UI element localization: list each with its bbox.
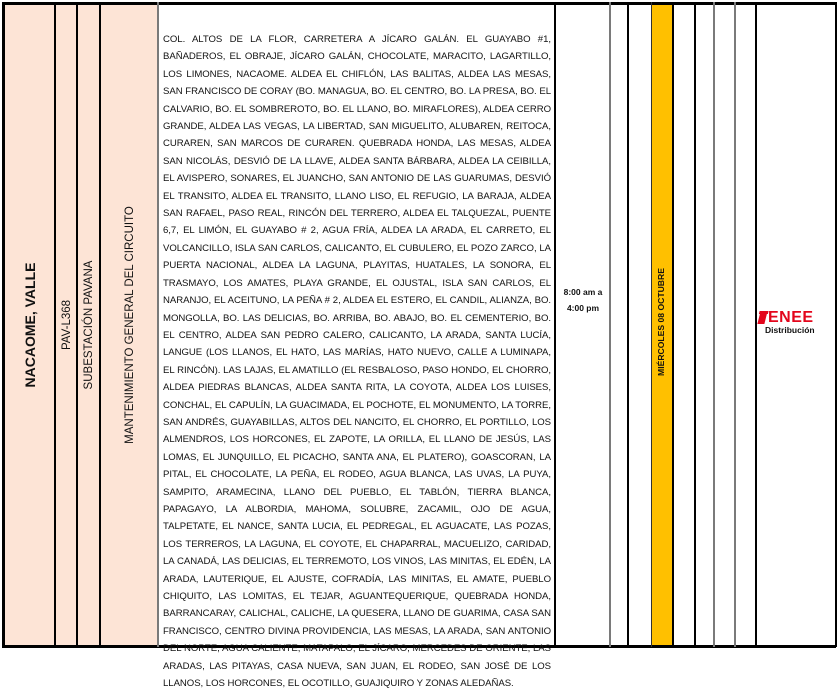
top-border	[2, 2, 836, 5]
divider	[99, 2, 101, 647]
enee-logo-icon	[757, 311, 767, 324]
circuit-cell	[56, 2, 77, 647]
divider	[755, 2, 757, 647]
divider	[2, 2, 5, 647]
divider	[554, 2, 556, 647]
divider	[76, 2, 78, 647]
location-label: NACAOME, VALLE	[22, 262, 38, 387]
substation-cell	[78, 2, 100, 647]
divider	[609, 2, 611, 647]
work-label: MANTENIMIENTO GENERAL DEL CIRCUITO	[123, 205, 136, 444]
location-cell	[5, 2, 55, 647]
divider	[713, 2, 715, 647]
enee-logo	[759, 310, 837, 335]
divider	[157, 2, 159, 647]
divider	[734, 2, 736, 647]
time-start: 8:00 am a	[563, 287, 603, 297]
date-label: MIÉRCOLES 08 OCTUBRE	[656, 268, 666, 376]
divider	[672, 2, 674, 647]
divider	[694, 2, 696, 647]
time-range	[556, 284, 610, 316]
divider	[651, 2, 652, 647]
work-cell	[101, 2, 158, 647]
divider	[627, 2, 629, 647]
divider	[54, 2, 56, 647]
circuit-label: PAV-L368	[60, 299, 73, 350]
affected-areas-text: COL. ALTOS DE LA FLOR, CARRETERA A JÍCARO GALÁN. EL GUAYABO #1, BAÑADEROS, EL OBRAJE, JÍCARO GALÁN, CHOCOLATE, MARACITO, LAGARTILLO, LOS LIMONES, NACAOME. ALDEA EL CHIFLÓN, LAS BALITAS, ALDEA LAS MESAS, SAN FRANCISCO DE CORAY (BO. MANAGUA, BO. EL CENTRO, BO. LA PRESA, BO. EL CALVARIO, BO. EL SOMBREROTO, BO. EL LLANO, BO. MIRAFLORES), ALDEA CERRO GRANDE, ALDEA LAS VEGAS, LA LIBERTAD, SAN MIGUELITO, ALUBAREN, REITOCA, CURAREN, SAN MARCOS DE CURAREN. QUEBRADA HONDA, LAS MESAS, ALDEA SAN NICOLÁS, DESVIÓ DE LA LLAVE, ALDEA SANTA BÁRBARA, ALDEA LA CEIBILLA, EL AVISPERO, SONARES, EL JUANCHO, SAN ANTONIO DE LAS GUARUMAS, DESVIÓ EL TRANSITO, ALDEA EL TRANSITO, LLANO LISO, EL REFUGIO, LA BARAJA, ALDEA SAN RAFAEL, PASO REAL, RINCÓN DEL TERRERO, ALDEA EL TALQUEZAL, PUENTE 6,7, EL LIMÓN, EL GUAYABO # 2, AGUA FRÍA, ALDEA LA ARADA, EL CARRETO, EL VOLCANCILLO, ISLA SAN CARLOS, CALICANTO, EL CUBULERO, EL POZO ZARCO, LA PUERTA NACIONAL, ALDEA LA LAGUNA, PLAYITAS, HUATALES, LA SONORA, EL TRASMAYO, LOS AMATES, PLAYA GRANDE, EL OJUSTAL, ISLA SAN CARLOS, EL NARANJO, EL ACEITUNO, LA PEÑA # 2, ALDEA EL ESTERO, EL CANDIL, ALIANZA, BO. MONGOLLA, BO. LAS DELICIAS, BO. ARRIBA, BO. ABAJO, BO. EL CEMENTERIO, BO. EL CENTRO, ALDEA SAN PEDRO CALERO, CALICANTO, LA ARADA, SANTA LUCÍA, LANGUE (LOS LLANOS, EL HATO, LAS MARÍAS, HATO NUEVO, CALLE A LUMINAPA, EL RINCÓN). LAS LAJAS, EL AMATILLO (EL RESBALOSO, PASO HONDO, EL CHORRO, ALDEA PIEDRAS BLANCAS, ALDEA SANTA RITA, LA COYOTA, ALDEA LOS LUISES, CONCHAL, EL CAPULÍN, LA GUACIMADA, EL POCHOTE, EL MONUMENTO, LA TORRE, SAN ANDRÉS, GUAYABILLAS, ALTOS DEL NANCITO, EL CHORRO, EL PORTILLO, LOS ALMENDROS, LOS HORCONES, EL ZAPOTE, LA ORILLA, EL LLANO DE JESÚS, LAS LOMAS, EL JUNQUILLO, EL PICACHO, SANTA ANA, EL PLATERO), GOASCORAN, LA PITAL, EL CHOCOLATE, LA PEÑA, EL RODEO, AGUA BLANCA, LAS UVAS, LA PUYA, SAMPITO, ARAMECINA, LLANO DEL PUEBLO, EL TABLÓN, TIERRA BLANCA, PAPAGAYO, LA ALBORDIA, MAHOMA, SOLUBRE, ZACAMIL, OJO DE AGUA, TALPETATE, EL NANCE, SANTA LUCIA, EL PEDREGAL, EL AGUACATE, LAS POZAS, LOS TERREROS, LA LAGUNA, EL COYOTE, EL CHAPARRAL, MACUELIZO, CARIDAD, LA CANADÁ, LAS DELICIAS, EL TERREMOTO, LOS VINOS, LAS MINITAS, EL EDÉN, LA ARADA, LAUTERIQUE, EL AJUSTE, COFRADÍA, LAS MINITAS, EL AMATE, PUEBLO CHIQUITO, LAS LOMITAS, EL TEJAR, AGUANTEQUERIQUE, QUEBRADA HONDA, BARRANCARAY, CALICHAL, CALICHE, LA QUESERA, LLANO DE GUARIMA, CASA SAN FRANCISCO, CENTRO DIVINA PROVIDENCIA, LAS MESAS, LA ARADA, SAN ANTONIO DEL NORTE, AGUA CALIENTE, MATAPALO, EL JÍCARO, MERCEDES DE ORIENTE, LAS ARADAS, LAS PITAYAS, CASA NUEVA, SAN JUAN, EL RODEO, SAN JOSÉ DE LOS LLANOS, LOS HORCONES, EL OCOTILLO, GUAJIQUIRO Y ZONAS ALEDAÑAS.	[163, 34, 551, 690]
logo-subtitle: Distribución	[765, 325, 815, 335]
substation-label: SUBESTACIÓN PAVANA	[83, 260, 95, 389]
logo-brand: ENEE	[768, 309, 814, 326]
time-end: 4:00 pm	[566, 303, 600, 313]
